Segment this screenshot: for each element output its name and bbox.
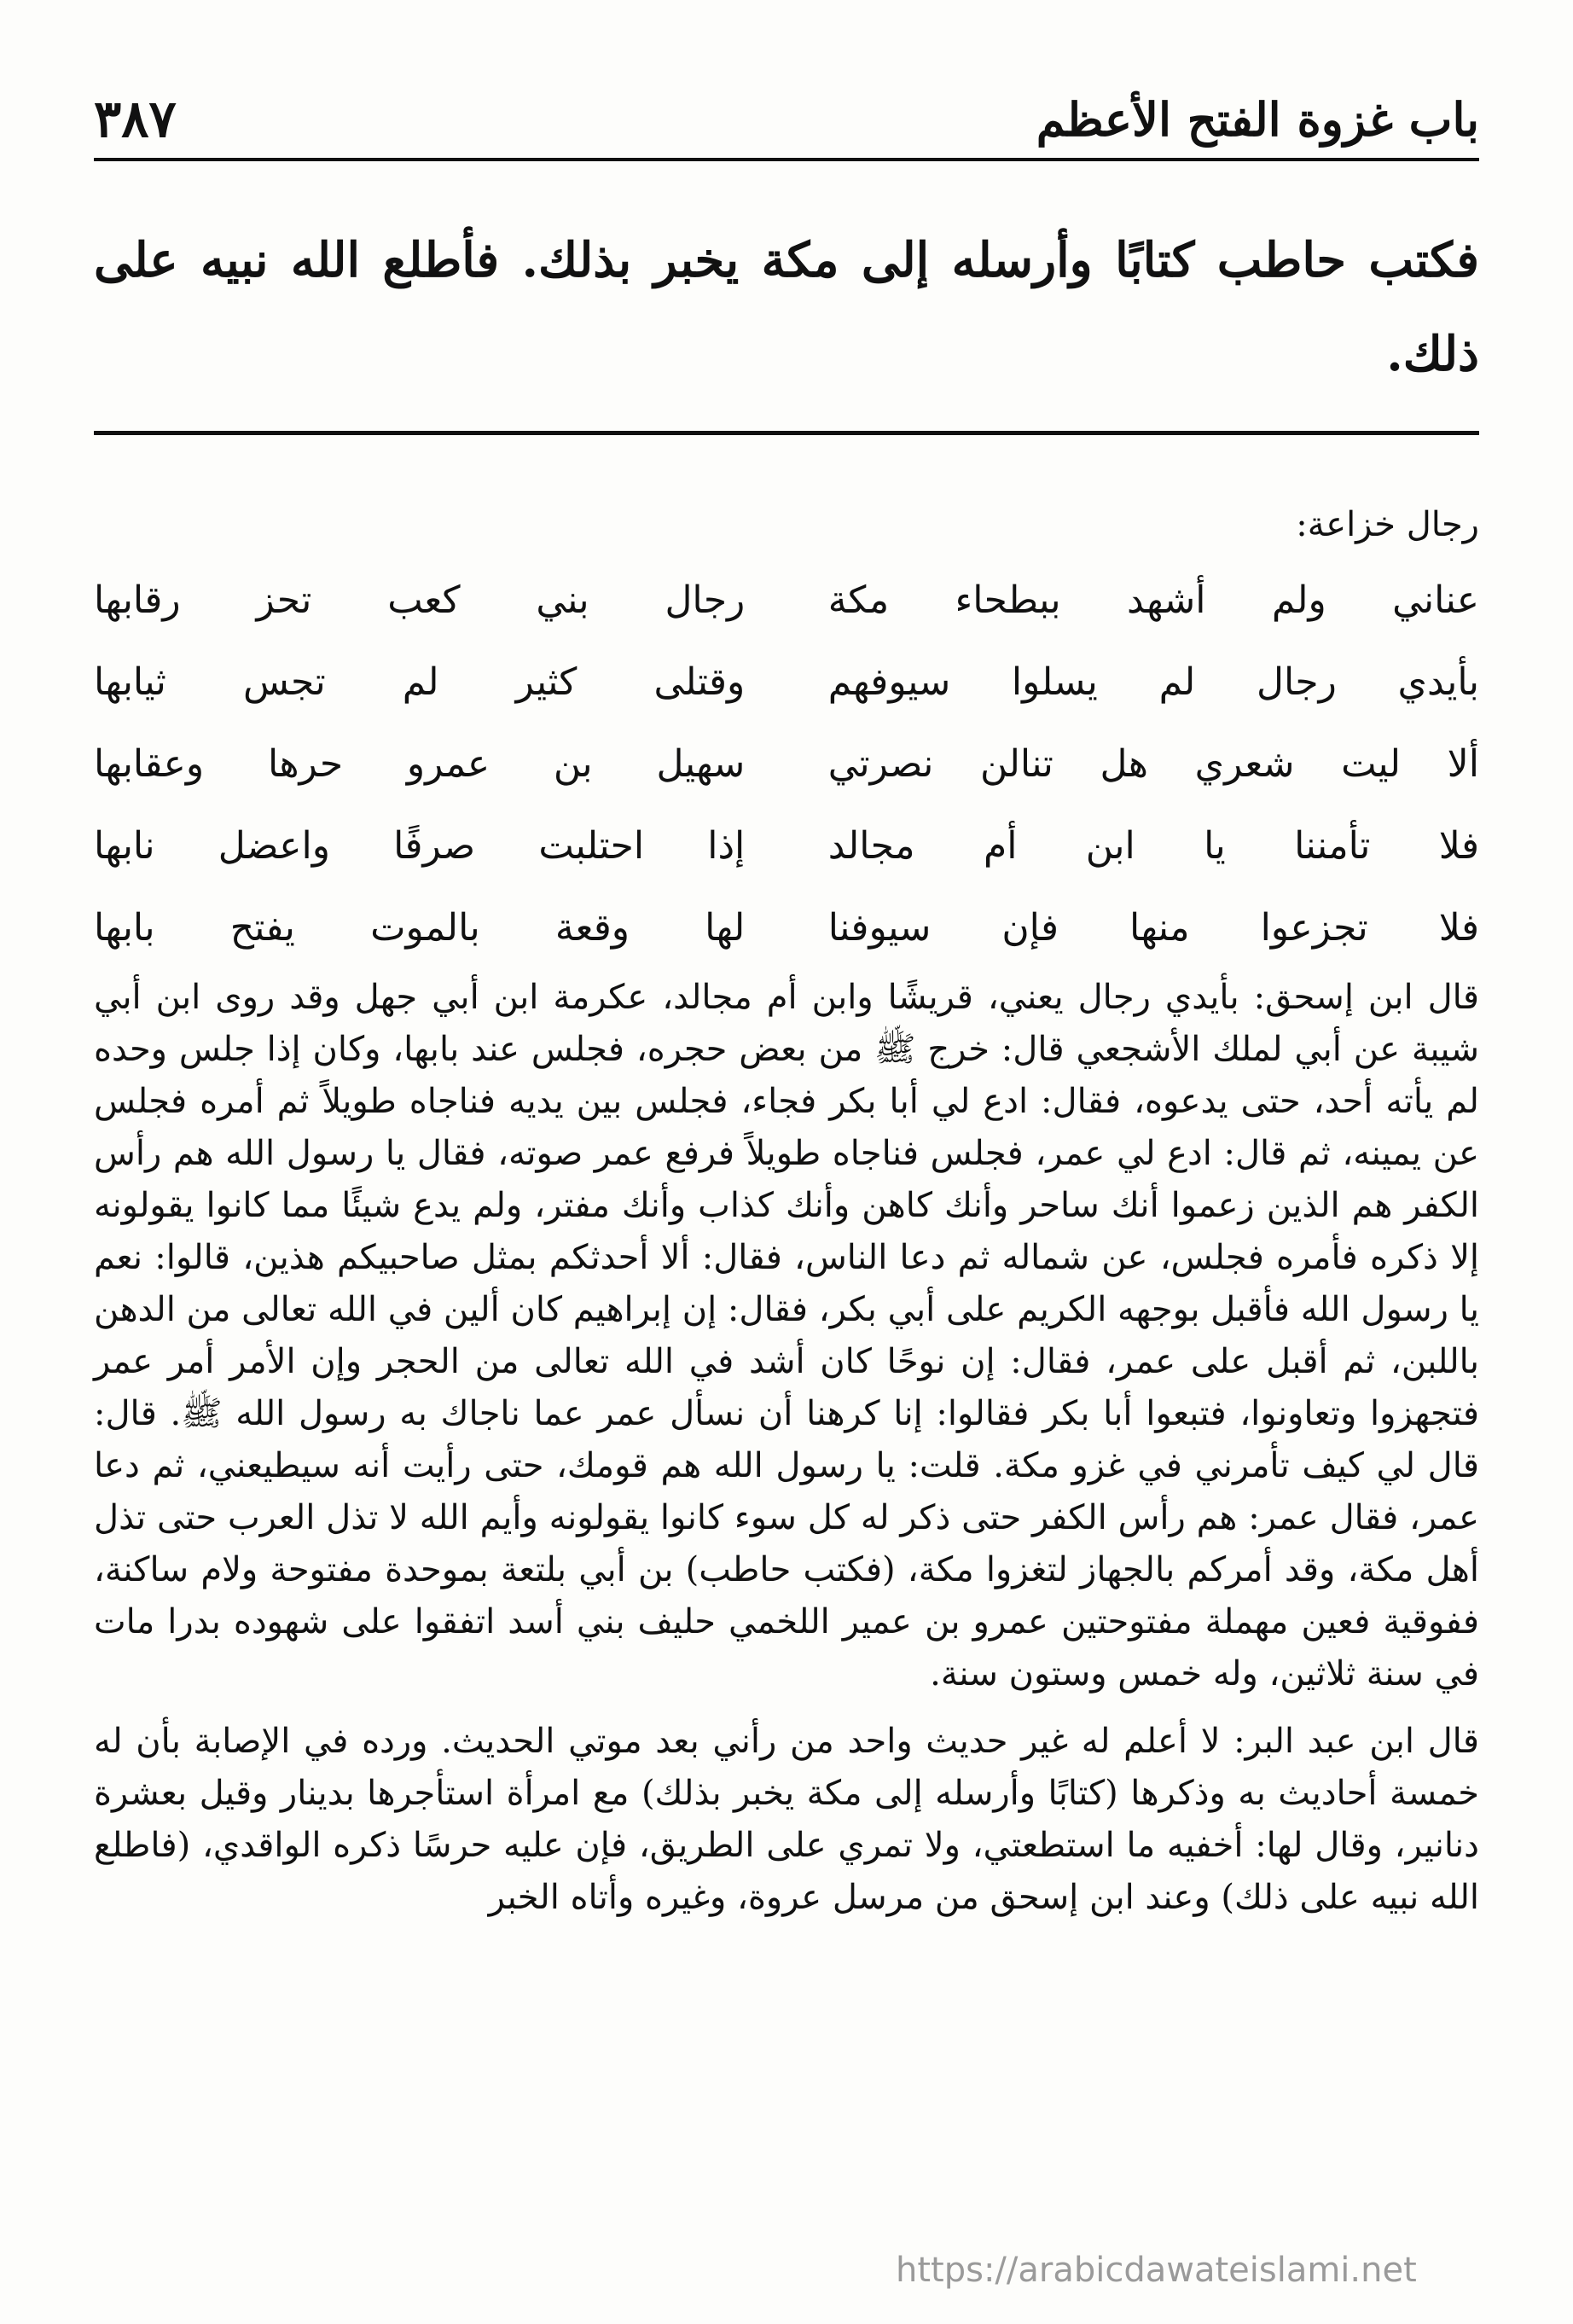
verse-first-hemistich: فلا تجزعوا منها فإن سيوفنا [827, 905, 1479, 950]
watermark-url: https://arabicdawateislami.net [896, 2251, 1417, 2290]
poem-verse [94, 559, 1479, 641]
page-header [94, 81, 1479, 161]
poem-verse [94, 641, 1479, 723]
page-number: ٣٨٧ [94, 90, 177, 149]
divider-rule [94, 431, 1479, 435]
verse-second-hemistich: سهيل بن عمرو حرها وعقابها [94, 741, 746, 786]
verse-second-hemistich: وقتلى كثير لم تجس ثيابها [94, 659, 746, 704]
verse-second-hemistich: لها وقعة بالموت يفتح بابها [94, 905, 746, 950]
chapter-title: باب غزوة الفتح الأعظم [1036, 92, 1479, 147]
poem-verse [94, 805, 1479, 886]
verse-first-hemistich: ألا ليت شعري هل تنالن نصرتي [827, 741, 1479, 786]
poem-verse [94, 723, 1479, 805]
verse-first-hemistich: عناني ولم أشهد ببطحاء مكة [827, 578, 1479, 622]
verse-first-hemistich: فلا تأمننا يا ابن أم مجالد [827, 823, 1479, 868]
commentary-paragraph: قال ابن عبد البر: لا أعلم له غير حديث واحد من رأني بعد موتي الحديث. ورده في الإصابة بأن له خمسة أحاديث به وذكرها (كتابًا وأرسله إلى مكة يخبر بذلك) مع امرأة استأجرها بدينار وقيل بعشرة دنانير، وقال لها: أخفيه ما استطعتي، ولا تمري على الطريق، فإن عليه حرسًا ذكره الواقدي، (فاطلع الله نبيه على ذلك) وعند ابن إسحق من مرسل عروة، وغيره وأتاه الخبر [94, 1722, 1479, 1917]
commentary-paragraph: قال ابن إسحق: بأيدي رجال يعني، قريشًا وابن أم مجالد، عكرمة ابن أبي جهل وقد روى ابن أبي شيبة عن أبي لملك الأشجعي قال: خرج ﷺ من بعض حجره، فجلس عند بابها، وكان إذا جلس وحده لم يأته أحد، حتى يدعوه، فقال: ادع لي أبا بكر فجاء، فجلس بين يديه فناجاه طويلاً ثم أمره فجلس عن يمينه، ثم قال: ادع لي عمر، فجلس فناجاه طويلاً فرفع عمر صوته، فقال يا رسول الله هم رأس الكفر هم الذين زعموا أنك ساحر وأنك كاهن وأنك كذاب وأنك مفتر، ولم يدع شيئًا مما كانوا يقولونه إلا ذكره فأمره فجلس، عن شماله ثم دعا الناس، فقال: ألا أحدثكم بمثل صاحبيكم هذين، قالوا: نعم يا رسول الله فأقبل بوجهه الكريم على أبي بكر، فقال: إن إبراهيم كان ألين في الله تعالى من الدهن باللبن، ثم أقبل على عمر، فقال: إن نوحًا كان أشد في الله تعالى من الحجر وإن الأمر أمر عمر فتجهزوا وتعاونوا، فتبعوا أبا بكر فقالوا: إنا كرهنا أن نسأل عمر عما ناجاك به رسول الله ﷺ. قال: قال لي كيف تأمرني في غزو مكة. قلت: يا رسول الله هم قومك، حتى رأيت أنه سيطيعني، ثم دعا عمر، فقال عمر: هم رأس الكفر حتى ذكر له كل سوء كانوا يقولونه وأيم الله لا تذل العرب حتى تذل أهل مكة، وقد أمركم بالجهاز لتغزوا مكة، (فكتب حاطب) بن أبي بلتعة بموحدة مفتوحة ولام ساكنة، ففوقية فعين مهملة مفتوحتين عمرو بن عمير اللخمي حليف بني أسد اتفقوا على شهوده بدرا مات في سنة ثلاثين، وله خمس وستون سنة. [94, 978, 1480, 1694]
verse-second-hemistich: رجال بني كعب تحز رقابها [94, 578, 746, 622]
poem-verse [94, 886, 1479, 968]
main-text: فكتب حاطب كتابًا وأرسله إلى مكة يخبر بذلك. فأطلع الله نبيه على ذلك. [94, 232, 1479, 382]
poem [94, 559, 1479, 968]
verse-second-hemistich: إذا احتلبت صرفًا واعضل نابها [94, 823, 746, 868]
commentary-section [94, 499, 1479, 1924]
verse-first-hemistich: بأيدي رجال لم يسلوا سيوفهم [827, 659, 1479, 704]
poem-heading: رجال خزاعة: [1296, 505, 1479, 544]
